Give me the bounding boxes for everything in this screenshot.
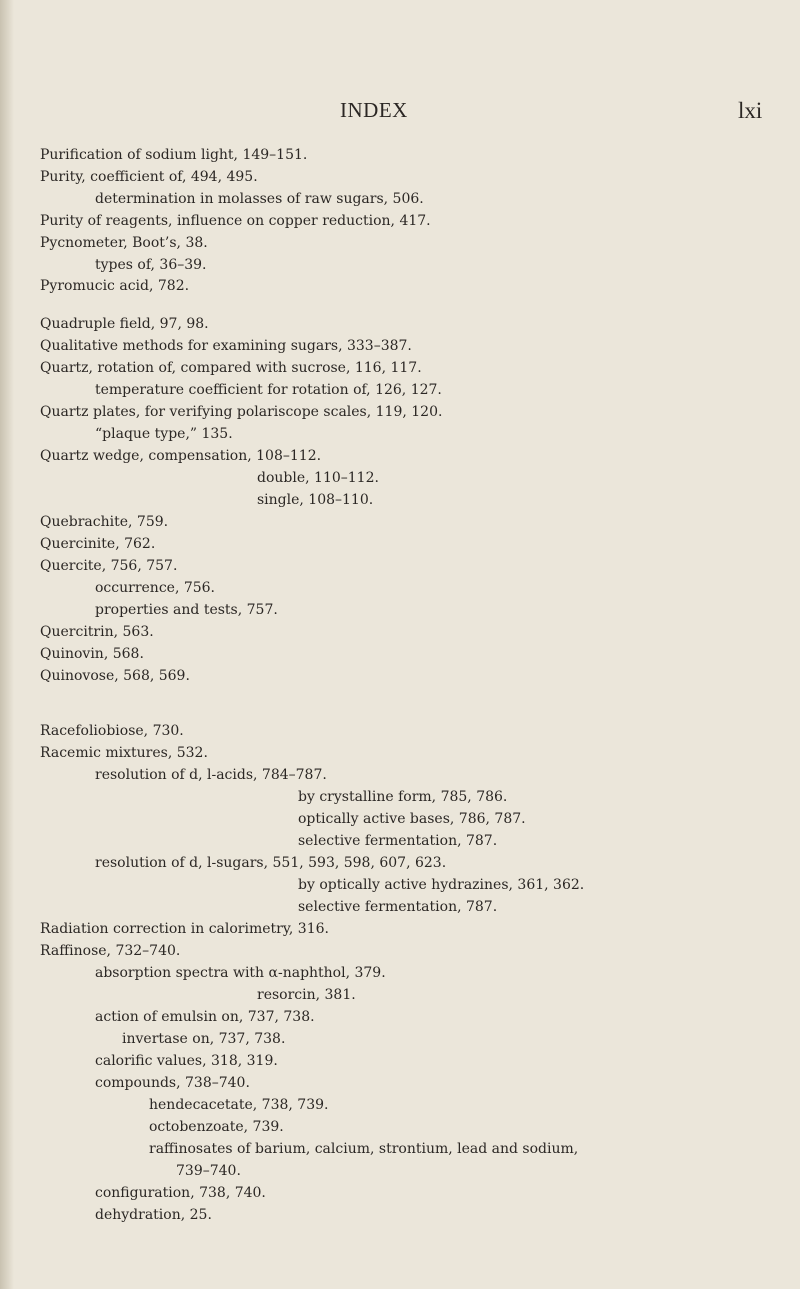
index-subentry: calorific values, 318, 319. [95,1053,278,1069]
index-subentry: dehydration, 25. [95,1207,212,1223]
index-subentry: by crystalline form, 785, 786. [298,789,508,805]
index-subentry: configuration, 738, 740. [95,1185,266,1201]
index-entry: Quercitrin, 563. [40,624,154,640]
running-title: INDEX [340,98,408,122]
index-subentry: optically active bases, 786, 787. [298,811,526,827]
index-subentry: single, 108–110. [257,492,374,508]
index-subentry: temperature coefficient for rotation of, 126, 127. [95,382,442,398]
index-subentry: resolution of d, l-sugars, 551, 593, 598, 607, 623. [95,855,447,871]
index-entry: Raffinose, 732–740. [40,943,181,959]
index-subentry: invertase on, 737, 738. [122,1031,286,1047]
index-entry: Quinovin, 568. [40,646,144,662]
index-entry: Qualitative methods for examining sugars, 333–387. [40,338,412,354]
index-subentry: octobenzoate, 739. [149,1119,284,1135]
index-entry: Purity of reagents, influence on copper reduction, 417. [40,213,431,229]
index-subentry: absorption spectra with α-naphthol, 379. [95,965,386,981]
index-entry: Quebrachite, 759. [40,514,169,530]
index-subentry: types of, 36–39. [95,257,207,273]
index-entry: Quercinite, 762. [40,536,156,552]
index-subentry: occurrence, 756. [95,580,216,596]
index-entry: Racemic mixtures, 532. [40,745,208,761]
index-entry: Pyromucic acid, 782. [40,278,190,294]
index-entry: Quartz wedge, compensation, 108–112. [40,448,322,464]
index-entry: Racefoliobiose, 730. [40,723,184,739]
index-subentry: 739–740. [176,1163,241,1179]
index-subentry: properties and tests, 757. [95,602,278,618]
index-entry: Pycnometer, Boot’s, 38. [40,235,208,251]
index-entry: Purity, coefficient of, 494, 495. [40,169,258,185]
index-entry: Quartz plates, for verifying polariscope scales, 119, 120. [40,404,443,420]
index-entry: Quartz, rotation of, compared with sucrose, 116, 117. [40,360,422,376]
index-subentry: by optically active hydrazines, 361, 362. [298,877,585,893]
index-subentry: selective fermentation, 787. [298,899,498,915]
index-entry: Quercite, 756, 757. [40,558,178,574]
index-subentry: resolution of d, l-acids, 784–787. [95,767,327,783]
index-entry: Radiation correction in calorimetry, 316. [40,921,329,937]
page-number: lxi [738,98,763,123]
index-subentry: compounds, 738–740. [95,1075,250,1091]
index-subentry: determination in molasses of raw sugars, 506. [95,191,424,207]
index-entry: Purification of sodium light, 149–151. [40,147,308,163]
index-entry: Quinovose, 568, 569. [40,668,190,684]
index-subentry: action of emulsin on, 737, 738. [95,1009,315,1025]
index-subentry: “plaque type,” 135. [95,426,233,442]
index-subentry: hendecacetate, 738, 739. [149,1097,329,1113]
index-entry: Quadruple field, 97, 98. [40,316,209,332]
index-subentry: resorcin, 381. [257,987,356,1003]
index-subentry: double, 110–112. [257,470,379,486]
index-subentry: selective fermentation, 787. [298,833,498,849]
index-subentry: raffinosates of barium, calcium, strontium, lead and sodium, [149,1141,579,1157]
